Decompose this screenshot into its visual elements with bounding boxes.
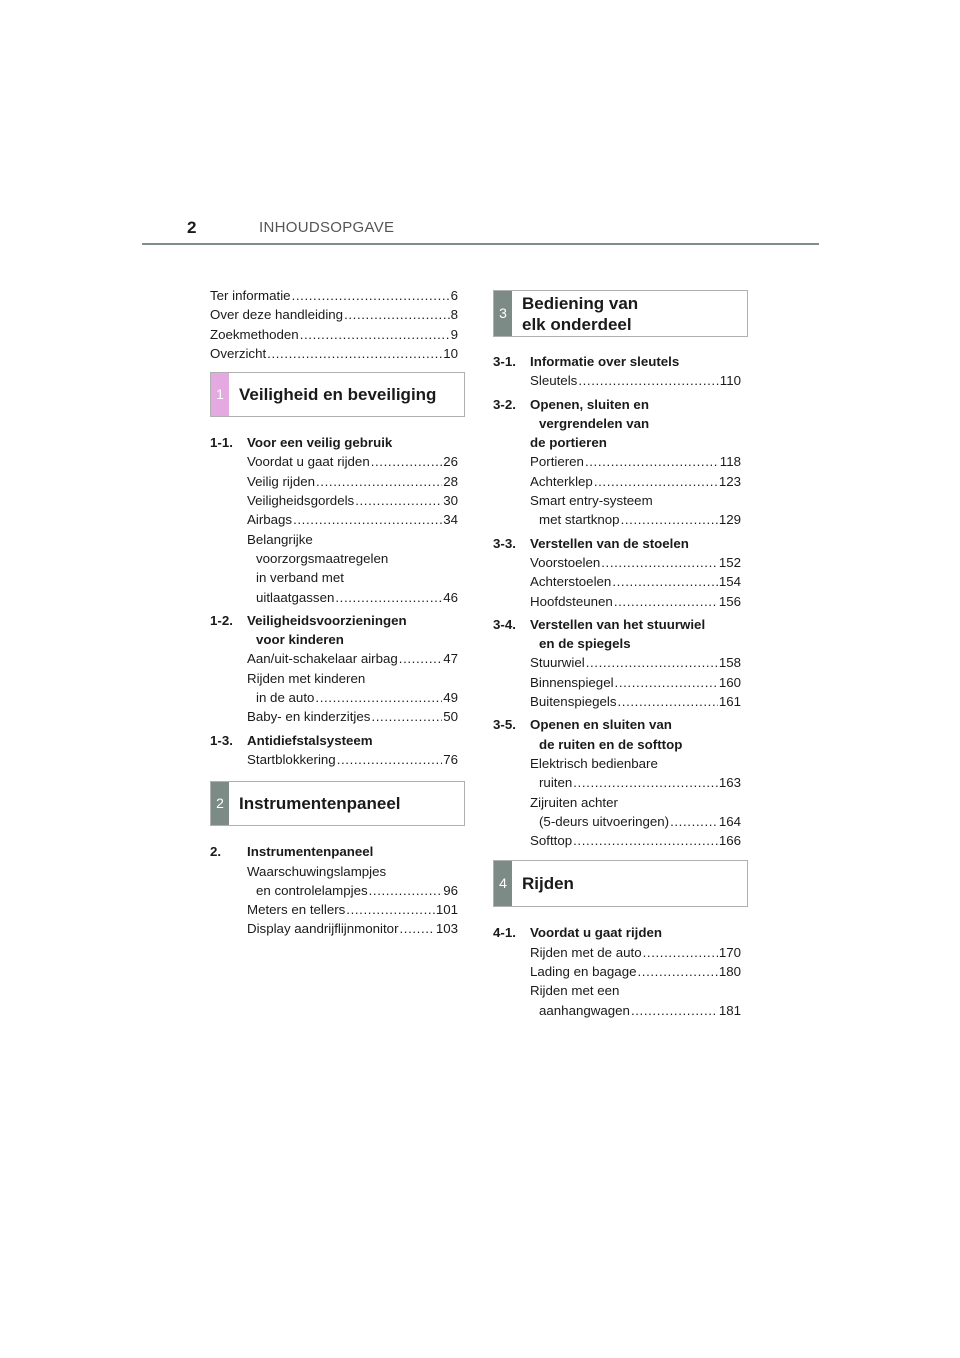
toc-entry[interactable]: Belangrijke voorzorgsmaatregelen in verband met uitlaatgassen ..... 46 bbox=[210, 530, 458, 607]
section-heading[interactable]: 3-4. Verstellen van het stuurwiel bbox=[493, 616, 706, 632]
toc-entry[interactable]: Meters en tellers ..... 101 bbox=[210, 900, 458, 919]
chapter-4-header[interactable] bbox=[493, 860, 748, 907]
chapter-title: Veiligheid en beveiliging bbox=[239, 385, 437, 405]
section-heading-continued: vergrendelen van bbox=[539, 415, 650, 431]
toc-entry[interactable]: Baby- en kinderzitjes ..... 50 bbox=[210, 707, 458, 726]
toc-entry[interactable]: Stuurwiel ..... 158 bbox=[493, 653, 741, 672]
toc-entry[interactable]: Veilig rijden ..... 28 bbox=[210, 472, 458, 491]
toc-entry[interactable]: Rijden met een aanhangwagen ..... 181 bbox=[493, 981, 741, 1020]
section-heading[interactable]: 3-3. Verstellen van de stoelen bbox=[493, 535, 689, 551]
toc-entry[interactable]: Achterstoelen ..... 154 bbox=[493, 572, 741, 591]
toc-entry[interactable]: Veiligheidsgordels ..... 30 bbox=[210, 491, 458, 510]
toc-entry[interactable]: Aan/uit-schakelaar airbag ..... 47 bbox=[210, 649, 458, 668]
toc-left-column bbox=[210, 286, 458, 939]
toc-entry[interactable]: Rijden met de auto ..... 170 bbox=[493, 943, 741, 962]
chapter-title: Instrumentenpaneel bbox=[239, 794, 401, 814]
toc-entry[interactable]: Elektrisch bedienbare ruiten ..... 163 bbox=[493, 754, 741, 793]
toc-entry[interactable]: Binnenspiegel ..... 160 bbox=[493, 673, 741, 692]
chapter-3-header[interactable] bbox=[493, 290, 748, 337]
toc-right-column bbox=[493, 290, 741, 1020]
toc-entry[interactable]: Buitenspiegels ..... 161 bbox=[493, 692, 741, 711]
toc-entry[interactable]: Zijruiten achter (5-deurs uitvoeringen) ..... 164 bbox=[493, 793, 741, 832]
toc-entry[interactable]: Zoekmethoden ..... 9 bbox=[210, 325, 458, 344]
toc-entry[interactable]: Display aandrijflijnmonitor ..... 103 bbox=[210, 919, 458, 938]
page-number: 2 bbox=[187, 218, 197, 237]
toc-entry[interactable]: Waarschuwingslampjes en controlelampjes ..... 96 bbox=[210, 862, 458, 901]
section-heading[interactable]: 4-1. Voordat u gaat rijden bbox=[493, 925, 662, 941]
toc-entry[interactable]: Overzicht ..... 10 bbox=[210, 344, 458, 363]
header-divider bbox=[142, 243, 819, 245]
chapter-title: Bediening van elk onderdeel bbox=[522, 293, 639, 334]
toc-entry[interactable]: Portieren ..... 118 bbox=[493, 452, 741, 471]
toc-entry[interactable]: Voorstoelen ..... 152 bbox=[493, 553, 741, 572]
chapter-2-header[interactable] bbox=[210, 781, 465, 826]
toc-entry[interactable]: Lading en bagage ..... 180 bbox=[493, 962, 741, 981]
toc-entry[interactable]: Softtop ..... 166 bbox=[493, 831, 741, 850]
toc-entry[interactable]: Voordat u gaat rijden ..... 26 bbox=[210, 452, 458, 471]
section-heading[interactable]: 3-2. Openen, sluiten en bbox=[493, 396, 649, 412]
toc-entry[interactable]: Achterklep ..... 123 bbox=[493, 472, 741, 491]
chapter-number-tab: 1 bbox=[211, 373, 229, 416]
chapter-title: Rijden bbox=[522, 874, 574, 894]
toc-entry[interactable]: Sleutels ..... 110 bbox=[493, 371, 741, 390]
chapter-number-tab: 4 bbox=[494, 861, 512, 906]
chapter-number-tab: 3 bbox=[494, 291, 512, 336]
toc-entry[interactable]: Smart entry-systeem met startknop ..... 129 bbox=[493, 491, 741, 530]
section-heading[interactable]: 3-5. Openen en sluiten van bbox=[493, 717, 672, 733]
toc-entry[interactable]: Hoofdsteunen ..... 156 bbox=[493, 592, 741, 611]
chapter-number-tab: 2 bbox=[211, 782, 229, 825]
toc-entry[interactable]: Airbags ..... 34 bbox=[210, 510, 458, 529]
page-title: INHOUDSOPGAVE bbox=[259, 219, 395, 236]
section-heading[interactable]: 2. Instrumentenpaneel bbox=[210, 844, 374, 860]
section-heading[interactable]: 1-1. Voor een veilig gebruik bbox=[210, 435, 393, 451]
section-heading[interactable]: 1-3. Antidiefstalsysteem bbox=[210, 732, 373, 748]
section-heading-continued: de ruiten en de softtop bbox=[539, 736, 683, 752]
toc-entry[interactable]: Over deze handleiding ..... 8 bbox=[210, 305, 458, 324]
section-heading-continued: voor kinderen bbox=[256, 632, 344, 648]
section-heading[interactable]: 1-2. Veiligheidsvoorzieningen bbox=[210, 612, 407, 628]
toc-entry[interactable]: Rijden met kinderen in de auto ..... 49 bbox=[210, 669, 458, 708]
chapter-1-header[interactable] bbox=[210, 372, 465, 417]
toc-entry[interactable]: Ter informatie ..... 6 bbox=[210, 286, 458, 305]
toc-entry[interactable]: Startblokkering ..... 76 bbox=[210, 750, 458, 769]
section-heading[interactable]: 3-1. Informatie over sleutels bbox=[493, 354, 680, 369]
section-heading-continued: en de spiegels bbox=[539, 636, 631, 652]
section-heading-continued: de portieren bbox=[530, 435, 607, 451]
